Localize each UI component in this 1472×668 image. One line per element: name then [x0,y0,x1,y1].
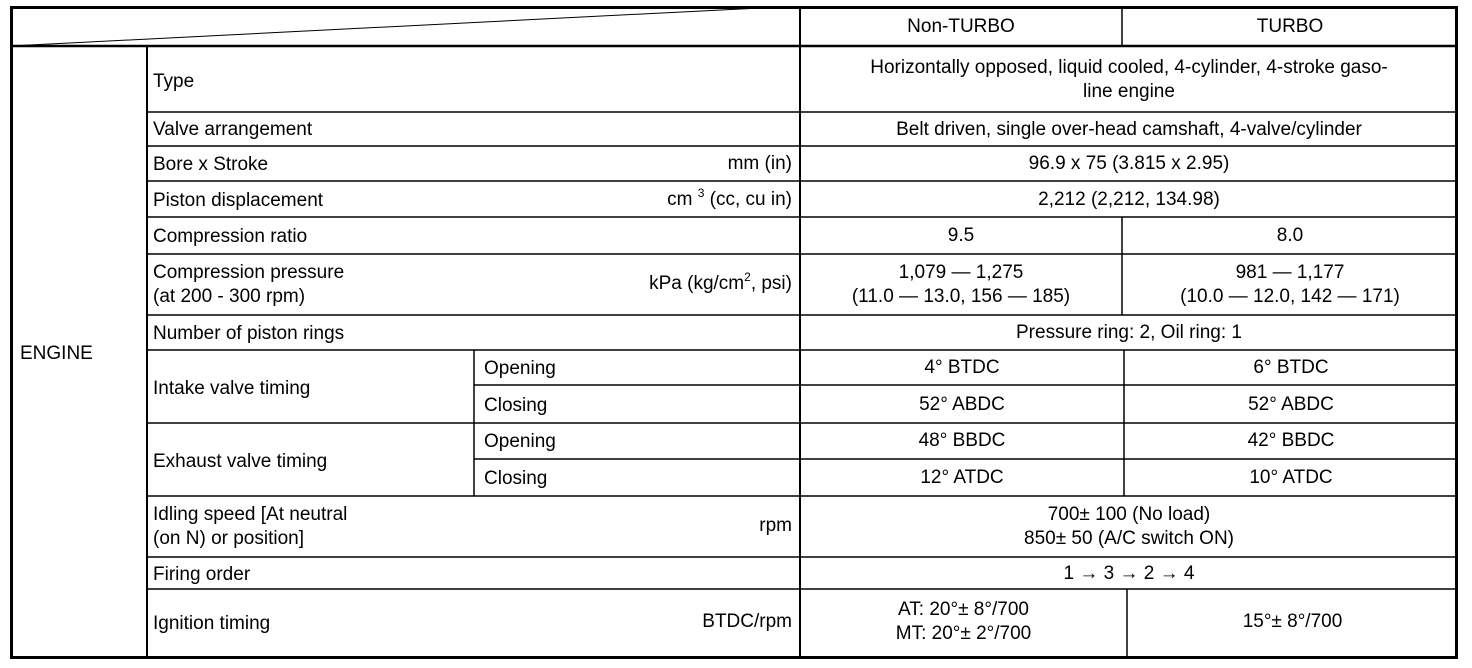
row-bore-stroke-unit: mm (in) [727,153,792,174]
row-intake-opening-non-turbo: 4° BTDC [924,357,1000,378]
row-idling-speed-value-line2: 850± 50 (A/C switch ON) [1024,528,1234,549]
row-intake-closing-label: Closing [484,395,548,416]
row-compression-pressure-non-turbo-line1: 1,079 — 1,275 [898,262,1024,283]
row-type-value-line1: Horizontally opposed, liquid cooled, 4-cylinder, 4-stroke gaso- [870,57,1388,78]
header-non-turbo: Non-TURBO [907,16,1015,37]
row-ignition-timing-non-turbo-line2: MT: 20°± 2°/700 [895,623,1032,644]
row-idling-speed-label-line2: (on N) or position] [153,528,305,549]
row-piston-displacement-unit [570,185,792,211]
row-intake-closing-turbo: 52° ABDC [1248,394,1334,415]
row-compression-pressure-unit [570,269,792,295]
row-intake-opening-turbo: 6° BTDC [1253,357,1329,378]
row-compression-ratio-label: Compression ratio [153,226,308,247]
row-piston-rings-value: Pressure ring: 2, Oil ring: 1 [1016,322,1242,343]
unit-pre: kPa (kg/cm [649,273,745,294]
row-compression-pressure-label-line2: (at 200 - 300 rpm) [153,286,306,307]
unit-pre: cm [667,189,693,210]
row-exhaust-opening-label: Opening [484,431,556,452]
unit-superscript: 3 [697,185,705,200]
row-bore-stroke-value: 96.9 x 75 (3.815 x 2.95) [1028,153,1230,174]
row-ignition-timing-unit: BTDC/rpm [702,611,792,632]
row-exhaust-timing-label: Exhaust valve timing [153,451,328,472]
row-exhaust-opening-non-turbo: 48° BBDC [918,430,1006,451]
row-valve-arrangement-label: Valve arrangement [153,119,313,140]
row-type-label: Type [153,71,195,92]
row-ignition-timing-turbo: 15°± 8°/700 [1242,611,1343,632]
row-idling-speed-label-line1: Idling speed [At neutral [153,504,348,525]
row-piston-displacement-label: Piston displacement [153,190,324,211]
section-label-engine: ENGINE [20,343,93,364]
row-ignition-timing-label: Ignition timing [153,613,271,634]
row-valve-arrangement-value: Belt driven, single over-head camshaft, 4-valve/cylinder [896,119,1362,140]
unit-superscript: 2 [744,269,751,284]
row-intake-timing-label: Intake valve timing [153,378,311,399]
spec-table [10,6,1458,659]
unit-post: (cc, cu in) [704,189,792,210]
row-piston-rings-label: Number of piston rings [153,323,345,344]
row-exhaust-closing-non-turbo: 12° ATDC [920,467,1004,488]
row-ignition-timing-non-turbo-line1: AT: 20°± 8°/700 [898,599,1029,620]
row-exhaust-closing-turbo: 10° ATDC [1249,467,1333,488]
row-exhaust-closing-label: Closing [484,468,548,489]
header-turbo: TURBO [1256,16,1324,37]
row-compression-pressure-turbo-line1: 981 — 1,177 [1235,262,1345,283]
row-compression-ratio-non-turbo: 9.5 [947,225,975,246]
row-exhaust-opening-turbo: 42° BBDC [1247,430,1335,451]
row-piston-displacement-value: 2,212 (2,212, 134.98) [1038,189,1220,210]
row-compression-pressure-label-line1: Compression pressure [153,262,345,283]
row-compression-pressure-turbo-line2: (10.0 — 12.0, 142 — 171) [1180,286,1400,307]
row-firing-order-label: Firing order [153,564,251,585]
unit-post: , psi) [750,273,792,294]
row-bore-stroke-label: Bore x Stroke [153,154,269,175]
row-intake-opening-label: Opening [484,358,556,379]
row-firing-order-value: 1 → 3 → 2 → 4 [1063,563,1195,584]
row-compression-pressure-non-turbo-line2: (11.0 — 13.0, 156 — 185) [851,286,1071,307]
row-idling-speed-value-line1: 700± 100 (No load) [1047,504,1211,525]
row-compression-ratio-turbo: 8.0 [1276,225,1304,246]
row-idling-speed-unit: rpm [759,515,792,536]
row-type-value-line2: line engine [1083,81,1175,102]
row-intake-closing-non-turbo: 52° ABDC [919,394,1005,415]
